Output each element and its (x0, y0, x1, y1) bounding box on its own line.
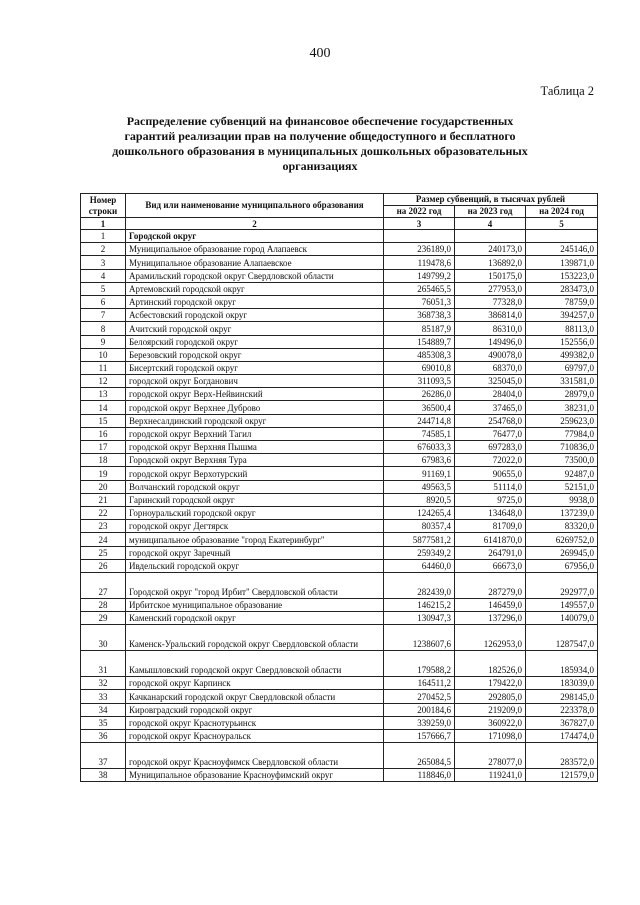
column-index-row (81, 218, 598, 230)
amount-2023-cell: 386814,0 (455, 309, 526, 322)
header-year-2024: на 2024 год (526, 206, 598, 218)
municipality-name-cell: Горноуральский городской округ (126, 506, 384, 519)
amount-2022-cell: 485308,3 (384, 348, 455, 361)
amount-2022-cell: 311093,5 (384, 375, 455, 388)
amount-2024-cell: 499382,0 (526, 348, 598, 361)
municipality-name-cell: Ивдельский городской округ (126, 559, 384, 572)
column-index: 4 (455, 218, 526, 230)
municipality-name-cell: Городской округ (126, 230, 384, 243)
row-number-cell: 4 (81, 269, 126, 282)
municipality-name-cell: Камышловский городской округ Свердловской области (126, 651, 384, 677)
row-number-cell: 20 (81, 480, 126, 493)
table-row (81, 533, 598, 546)
amount-2022-cell: 49563,5 (384, 480, 455, 493)
amount-2024-cell: 331581,0 (526, 375, 598, 388)
amount-2022-cell: 265084,5 (384, 743, 455, 769)
amount-2024-cell: 78759,0 (526, 295, 598, 308)
amount-2024-cell: 6269752,0 (526, 533, 598, 546)
amount-2023-cell: 325045,0 (455, 375, 526, 388)
table-row (81, 677, 598, 690)
row-number-cell: 9 (81, 335, 126, 348)
amount-2022-cell: 5877581,2 (384, 533, 455, 546)
table-body (81, 230, 598, 782)
amount-2022-cell: 368738,3 (384, 309, 455, 322)
document-title: Распределение субвенций на финансовое обеспечение государственных гарантий реализации прав на получение общедоступного и бесплатного дошкольного образования в муниципальных дошкольных образовательных организациях (112, 114, 528, 173)
header-municipality-name: Вид или наименование муниципального образования (126, 194, 384, 218)
header-row-number: Номер строки (81, 194, 126, 218)
amount-2023-cell: 1262953,0 (455, 625, 526, 651)
amount-2024-cell: 69797,0 (526, 361, 598, 374)
table-row (81, 388, 598, 401)
amount-2023-cell: 66673,0 (455, 559, 526, 572)
table-row (81, 361, 598, 374)
amount-2024-cell: 223378,0 (526, 703, 598, 716)
row-number-cell: 28 (81, 598, 126, 611)
municipality-name-cell: городской округ Верхнее Дуброво (126, 401, 384, 414)
amount-2022-cell (384, 230, 455, 243)
table-row (81, 598, 598, 611)
table-row (81, 769, 598, 782)
municipality-name-cell: Муниципальное образование Красноуфимский округ (126, 769, 384, 782)
amount-2022-cell: 74585,1 (384, 427, 455, 440)
amount-2023-cell: 264791,0 (455, 546, 526, 559)
municipality-name-cell: городской округ Дегтярск (126, 520, 384, 533)
column-index: 5 (526, 218, 598, 230)
amount-2022-cell: 85187,9 (384, 322, 455, 335)
amount-2024-cell: 137239,0 (526, 506, 598, 519)
amount-2022-cell: 119478,6 (384, 256, 455, 269)
amount-2023-cell: 360922,0 (455, 716, 526, 729)
amount-2023-cell: 51114,0 (455, 480, 526, 493)
amount-2023-cell: 134648,0 (455, 506, 526, 519)
row-number-cell: 30 (81, 625, 126, 651)
municipality-name-cell: городской округ Верх-Нейвинский (126, 388, 384, 401)
amount-2022-cell: 157666,7 (384, 730, 455, 743)
row-number-cell: 15 (81, 414, 126, 427)
municipality-name-cell: Ирбитское муниципальное образование (126, 598, 384, 611)
municipality-name-cell: Белоярский городской округ (126, 335, 384, 348)
amount-2023-cell: 136892,0 (455, 256, 526, 269)
municipality-name-cell: городской округ Верхний Тагил (126, 427, 384, 440)
municipality-name-cell: Березовский городской округ (126, 348, 384, 361)
amount-2022-cell: 36500,4 (384, 401, 455, 414)
table-row (81, 335, 598, 348)
row-number-cell: 34 (81, 703, 126, 716)
amount-2022-cell: 124265,4 (384, 506, 455, 519)
amount-2024-cell: 9938,0 (526, 493, 598, 506)
amount-2024-cell: 121579,0 (526, 769, 598, 782)
amount-2022-cell: 64460,0 (384, 559, 455, 572)
amount-2022-cell: 259349,2 (384, 546, 455, 559)
table-row (81, 651, 598, 677)
table-row (81, 441, 598, 454)
amount-2022-cell: 26286,0 (384, 388, 455, 401)
municipality-name-cell: Муниципальное образование Алапаевское (126, 256, 384, 269)
amount-2024-cell: 183039,0 (526, 677, 598, 690)
header-year-2023: на 2023 год (455, 206, 526, 218)
table-row (81, 230, 598, 243)
amount-2023-cell: 697283,0 (455, 441, 526, 454)
municipality-name-cell: Городской округ Верхняя Тура (126, 454, 384, 467)
municipality-name-cell: Бисертский городской округ (126, 361, 384, 374)
amount-2022-cell: 164511,2 (384, 677, 455, 690)
municipality-name-cell: Артинский городской округ (126, 295, 384, 308)
amount-2023-cell: 277953,0 (455, 282, 526, 295)
amount-2024-cell: 52151,0 (526, 480, 598, 493)
amount-2023-cell: 287279,0 (455, 572, 526, 598)
amount-2023-cell: 240173,0 (455, 243, 526, 256)
row-number-cell: 37 (81, 743, 126, 769)
municipality-name-cell: городской округ Верхотурский (126, 467, 384, 480)
municipality-name-cell: городской округ Красноуральск (126, 730, 384, 743)
row-number-cell: 7 (81, 309, 126, 322)
table-row (81, 506, 598, 519)
amount-2024-cell: 67956,0 (526, 559, 598, 572)
amount-2024-cell: 83320,0 (526, 520, 598, 533)
amount-2023-cell: 68370,0 (455, 361, 526, 374)
amount-2023-cell: 182526,0 (455, 651, 526, 677)
row-number-cell: 33 (81, 690, 126, 703)
amount-2022-cell: 67983,6 (384, 454, 455, 467)
amount-2022-cell: 149799,2 (384, 269, 455, 282)
table-row (81, 716, 598, 729)
amount-2024-cell: 283473,0 (526, 282, 598, 295)
row-number-cell: 2 (81, 243, 126, 256)
header-year-2022: на 2022 год (384, 206, 455, 218)
row-number-cell: 36 (81, 730, 126, 743)
table-row (81, 282, 598, 295)
amount-2024-cell: 367827,0 (526, 716, 598, 729)
municipality-name-cell: городской округ Заречный (126, 546, 384, 559)
table-row (81, 493, 598, 506)
table-row (81, 414, 598, 427)
amount-2024-cell: 153223,0 (526, 269, 598, 282)
row-number-cell: 21 (81, 493, 126, 506)
amount-2024-cell: 259623,0 (526, 414, 598, 427)
table-row (81, 375, 598, 388)
amount-2024-cell: 28979,0 (526, 388, 598, 401)
amount-2024-cell: 394257,0 (526, 309, 598, 322)
amount-2023-cell: 292805,0 (455, 690, 526, 703)
row-number-cell: 12 (81, 375, 126, 388)
table-row (81, 546, 598, 559)
municipality-name-cell: Каменский городской округ (126, 612, 384, 625)
municipality-name-cell: муниципальное образование "город Екатеринбург" (126, 533, 384, 546)
amount-2024-cell: 245146,0 (526, 243, 598, 256)
amount-2023-cell: 6141870,0 (455, 533, 526, 546)
table-row (81, 559, 598, 572)
amount-2023-cell: 171098,0 (455, 730, 526, 743)
municipality-name-cell: Верхнесалдинский городской округ (126, 414, 384, 427)
row-number-cell: 32 (81, 677, 126, 690)
table-row (81, 690, 598, 703)
amount-2024-cell: 292977,0 (526, 572, 598, 598)
amount-2022-cell: 80357,4 (384, 520, 455, 533)
table-row (81, 243, 598, 256)
subsidy-table (80, 193, 598, 782)
table-row (81, 572, 598, 598)
amount-2022-cell: 265465,5 (384, 282, 455, 295)
row-number-cell: 22 (81, 506, 126, 519)
municipality-name-cell: Муниципальное образование город Алапаевск (126, 243, 384, 256)
municipality-name-cell: Артемовский городской округ (126, 282, 384, 295)
table-row (81, 348, 598, 361)
amount-2023-cell: 254768,0 (455, 414, 526, 427)
amount-2023-cell: 490078,0 (455, 348, 526, 361)
amount-2023-cell: 278077,0 (455, 743, 526, 769)
amount-2023-cell: 146459,0 (455, 598, 526, 611)
amount-2024-cell: 92487,0 (526, 467, 598, 480)
header-subsidy-amount: Размер субвенций, в тысячах рублей (384, 194, 598, 206)
amount-2022-cell: 154889,7 (384, 335, 455, 348)
amount-2022-cell: 282439,0 (384, 572, 455, 598)
amount-2022-cell: 236189,0 (384, 243, 455, 256)
municipality-name-cell: городской округ Красноуфимск Свердловской области (126, 743, 384, 769)
amount-2024-cell: 185934,0 (526, 651, 598, 677)
municipality-name-cell: Арамильский городской округ Свердловской области (126, 269, 384, 282)
amount-2022-cell: 118846,0 (384, 769, 455, 782)
row-number-cell: 38 (81, 769, 126, 782)
table-row (81, 743, 598, 769)
row-number-cell: 25 (81, 546, 126, 559)
amount-2023-cell: 119241,0 (455, 769, 526, 782)
table-row (81, 625, 598, 651)
amount-2022-cell: 179588,2 (384, 651, 455, 677)
table-row (81, 454, 598, 467)
municipality-name-cell: городской округ Верхняя Пышма (126, 441, 384, 454)
table-row (81, 703, 598, 716)
amount-2024-cell: 73500,0 (526, 454, 598, 467)
amount-2024-cell: 269945,0 (526, 546, 598, 559)
amount-2023-cell: 137296,0 (455, 612, 526, 625)
row-number-cell: 18 (81, 454, 126, 467)
amount-2024-cell: 88113,0 (526, 322, 598, 335)
amount-2022-cell: 1238607,6 (384, 625, 455, 651)
column-index: 2 (126, 218, 384, 230)
amount-2023-cell: 86310,0 (455, 322, 526, 335)
row-number-cell: 19 (81, 467, 126, 480)
amount-2023-cell: 179422,0 (455, 677, 526, 690)
amount-2022-cell: 146215,2 (384, 598, 455, 611)
row-number-cell: 23 (81, 520, 126, 533)
amount-2024-cell: 149557,0 (526, 598, 598, 611)
amount-2022-cell: 200184,6 (384, 703, 455, 716)
table-row (81, 467, 598, 480)
amount-2023-cell: 72022,0 (455, 454, 526, 467)
municipality-name-cell: Качканарский городской округ Свердловской области (126, 690, 384, 703)
amount-2023-cell: 37465,0 (455, 401, 526, 414)
table-row (81, 256, 598, 269)
row-number-cell: 5 (81, 282, 126, 295)
table-row (81, 427, 598, 440)
municipality-name-cell: Волчанский городской округ (126, 480, 384, 493)
amount-2024-cell: 152556,0 (526, 335, 598, 348)
amount-2024-cell: 174474,0 (526, 730, 598, 743)
page-number: 400 (309, 46, 331, 61)
amount-2024-cell (526, 230, 598, 243)
amount-2024-cell: 140079,0 (526, 612, 598, 625)
amount-2023-cell: 81709,0 (455, 520, 526, 533)
amount-2023-cell: 77328,0 (455, 295, 526, 308)
amount-2022-cell: 270452,5 (384, 690, 455, 703)
municipality-name-cell: Ачитский городской округ (126, 322, 384, 335)
amount-2024-cell: 77984,0 (526, 427, 598, 440)
row-number-cell: 14 (81, 401, 126, 414)
municipality-name-cell: Каменск-Уральский городской округ Свердловской области (126, 625, 384, 651)
row-number-cell: 11 (81, 361, 126, 374)
amount-2023-cell: 76477,0 (455, 427, 526, 440)
municipality-name-cell: Кировградский городской округ (126, 703, 384, 716)
table-label: Таблица 2 (540, 84, 594, 98)
row-number-cell: 10 (81, 348, 126, 361)
table-row (81, 480, 598, 493)
row-number-cell: 16 (81, 427, 126, 440)
table-row (81, 520, 598, 533)
amount-2024-cell: 298145,0 (526, 690, 598, 703)
table-row (81, 730, 598, 743)
amount-2024-cell: 1287547,0 (526, 625, 598, 651)
row-number-cell: 3 (81, 256, 126, 269)
amount-2022-cell: 130947,3 (384, 612, 455, 625)
amount-2023-cell: 150175,0 (455, 269, 526, 282)
amount-2023-cell: 90655,0 (455, 467, 526, 480)
amount-2022-cell: 8920,5 (384, 493, 455, 506)
amount-2024-cell: 710836,0 (526, 441, 598, 454)
amount-2023-cell: 28404,0 (455, 388, 526, 401)
row-number-cell: 1 (81, 230, 126, 243)
amount-2022-cell: 676033,3 (384, 441, 455, 454)
amount-2022-cell: 69010,8 (384, 361, 455, 374)
amount-2022-cell: 91169,1 (384, 467, 455, 480)
amount-2023-cell: 9725,0 (455, 493, 526, 506)
row-number-cell: 31 (81, 651, 126, 677)
amount-2023-cell: 149496,0 (455, 335, 526, 348)
municipality-name-cell: Асбестовский городской округ (126, 309, 384, 322)
municipality-name-cell: городской округ Карпинск (126, 677, 384, 690)
amount-2024-cell: 139871,0 (526, 256, 598, 269)
row-number-cell: 29 (81, 612, 126, 625)
row-number-cell: 8 (81, 322, 126, 335)
amount-2024-cell: 38231,0 (526, 401, 598, 414)
table-row (81, 322, 598, 335)
amount-2023-cell: 219209,0 (455, 703, 526, 716)
column-index: 1 (81, 218, 126, 230)
row-number-cell: 27 (81, 572, 126, 598)
table-row (81, 612, 598, 625)
table-row (81, 309, 598, 322)
row-number-cell: 6 (81, 295, 126, 308)
amount-2022-cell: 244714,8 (384, 414, 455, 427)
amount-2024-cell: 283572,0 (526, 743, 598, 769)
municipality-name-cell: городской округ Богданович (126, 375, 384, 388)
table-row (81, 295, 598, 308)
row-number-cell: 26 (81, 559, 126, 572)
row-number-cell: 35 (81, 716, 126, 729)
column-index: 3 (384, 218, 455, 230)
row-number-cell: 24 (81, 533, 126, 546)
amount-2022-cell: 76051,3 (384, 295, 455, 308)
municipality-name-cell: городской округ Краснотурьинск (126, 716, 384, 729)
municipality-name-cell: Гаринский городской округ (126, 493, 384, 506)
amount-2022-cell: 339259,0 (384, 716, 455, 729)
amount-2023-cell (455, 230, 526, 243)
table-row (81, 269, 598, 282)
municipality-name-cell: Городской округ "город Ирбит" Свердловской области (126, 572, 384, 598)
table-row (81, 401, 598, 414)
row-number-cell: 13 (81, 388, 126, 401)
row-number-cell: 17 (81, 441, 126, 454)
